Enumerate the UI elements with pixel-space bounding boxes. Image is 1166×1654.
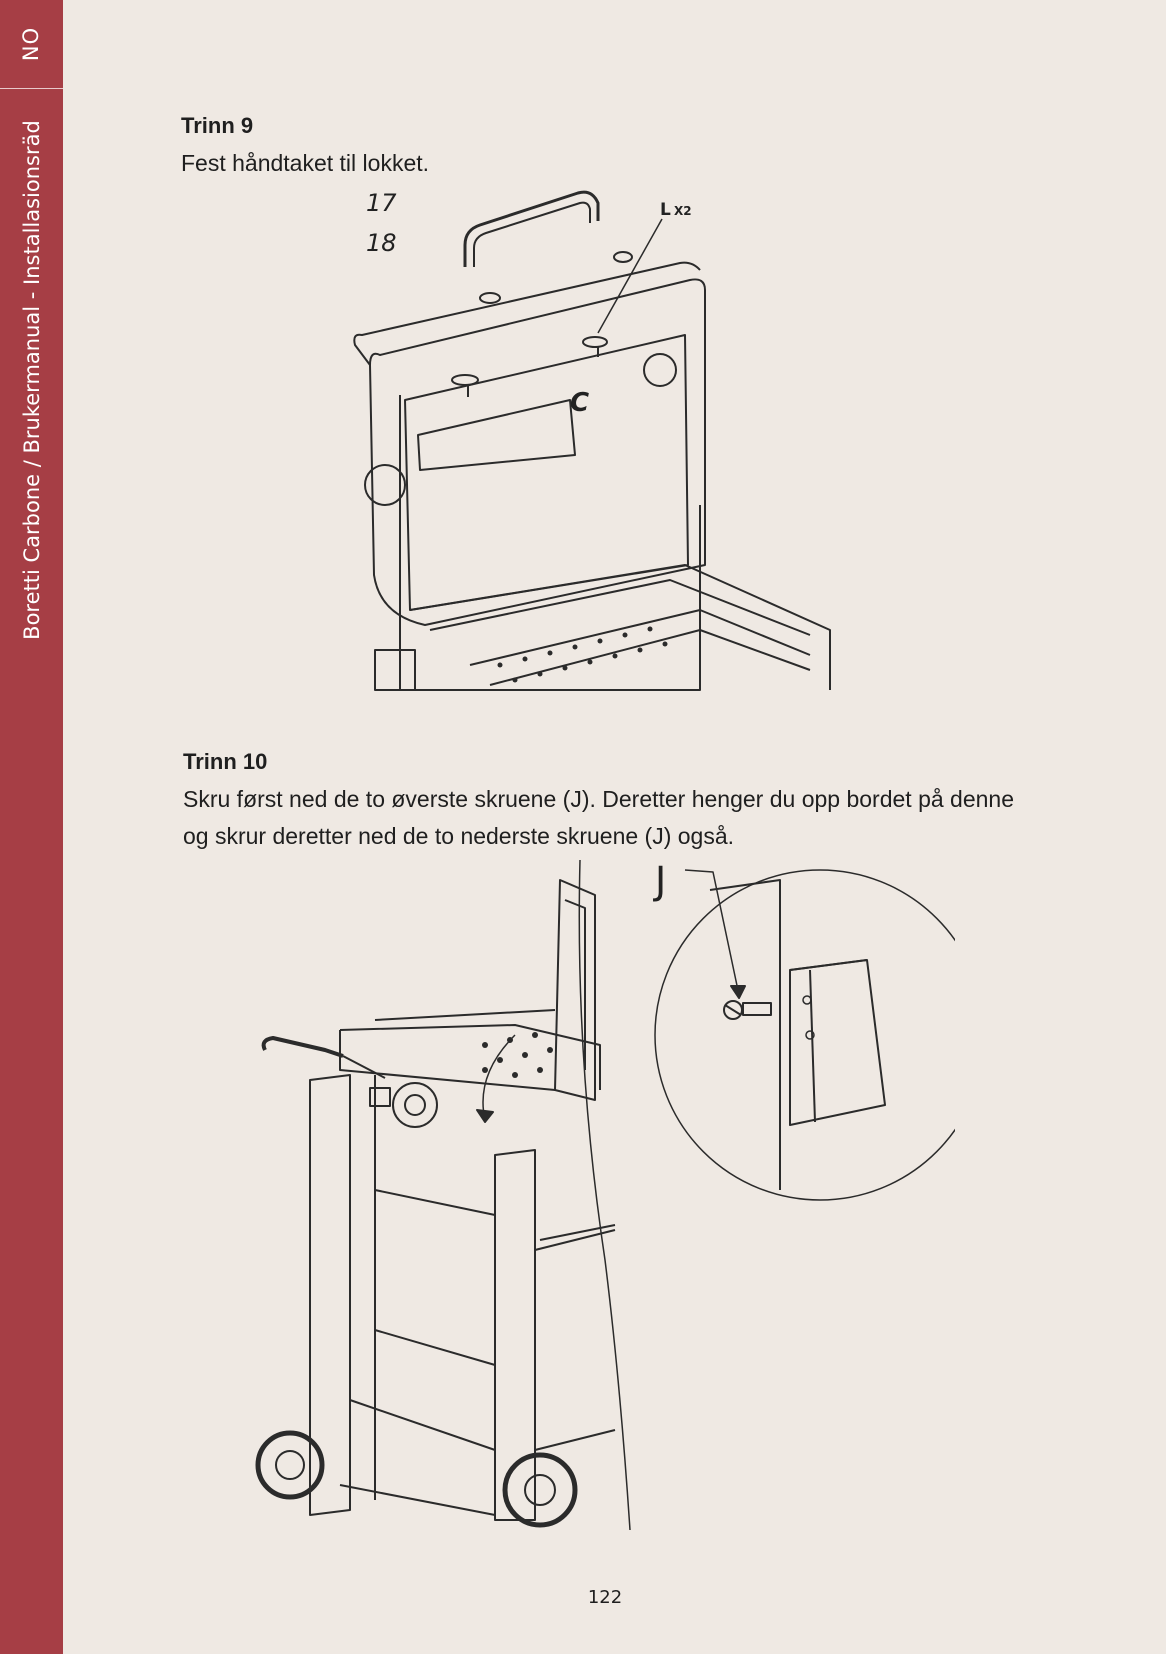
label-lid-C: C (570, 388, 590, 418)
sidebar (0, 0, 63, 1654)
label-screw-L: L (660, 200, 671, 220)
step-10-text-line1: Skru først ned de to øverste skruene (J). Deretter henger du opp bordet på denne (183, 786, 1015, 812)
step-9-text: Fest håndtaket til lokket. (181, 150, 430, 176)
step-10-title: Trinn 10 (183, 749, 268, 774)
manual-title-text: Boretti Carbone / Brukermanual - Installasionsräd (19, 120, 44, 640)
label-screw-qty: X2 (674, 204, 692, 218)
step-9-title: Trinn 9 (181, 113, 254, 138)
label-part-18: 18 (366, 229, 397, 257)
step-10-illustration (255, 860, 955, 1530)
label-screw-J: J (655, 860, 667, 903)
step-10-text-line2: og skrur deretter ned de to nederste skruene (J) også. (183, 823, 735, 849)
label-part-17: 17 (366, 189, 397, 217)
manual-title (0, 100, 63, 660)
language-label: NO (19, 26, 44, 62)
page-number: 122 (587, 1587, 623, 1608)
step-9-illustration (340, 185, 900, 733)
language-tab (0, 0, 63, 89)
